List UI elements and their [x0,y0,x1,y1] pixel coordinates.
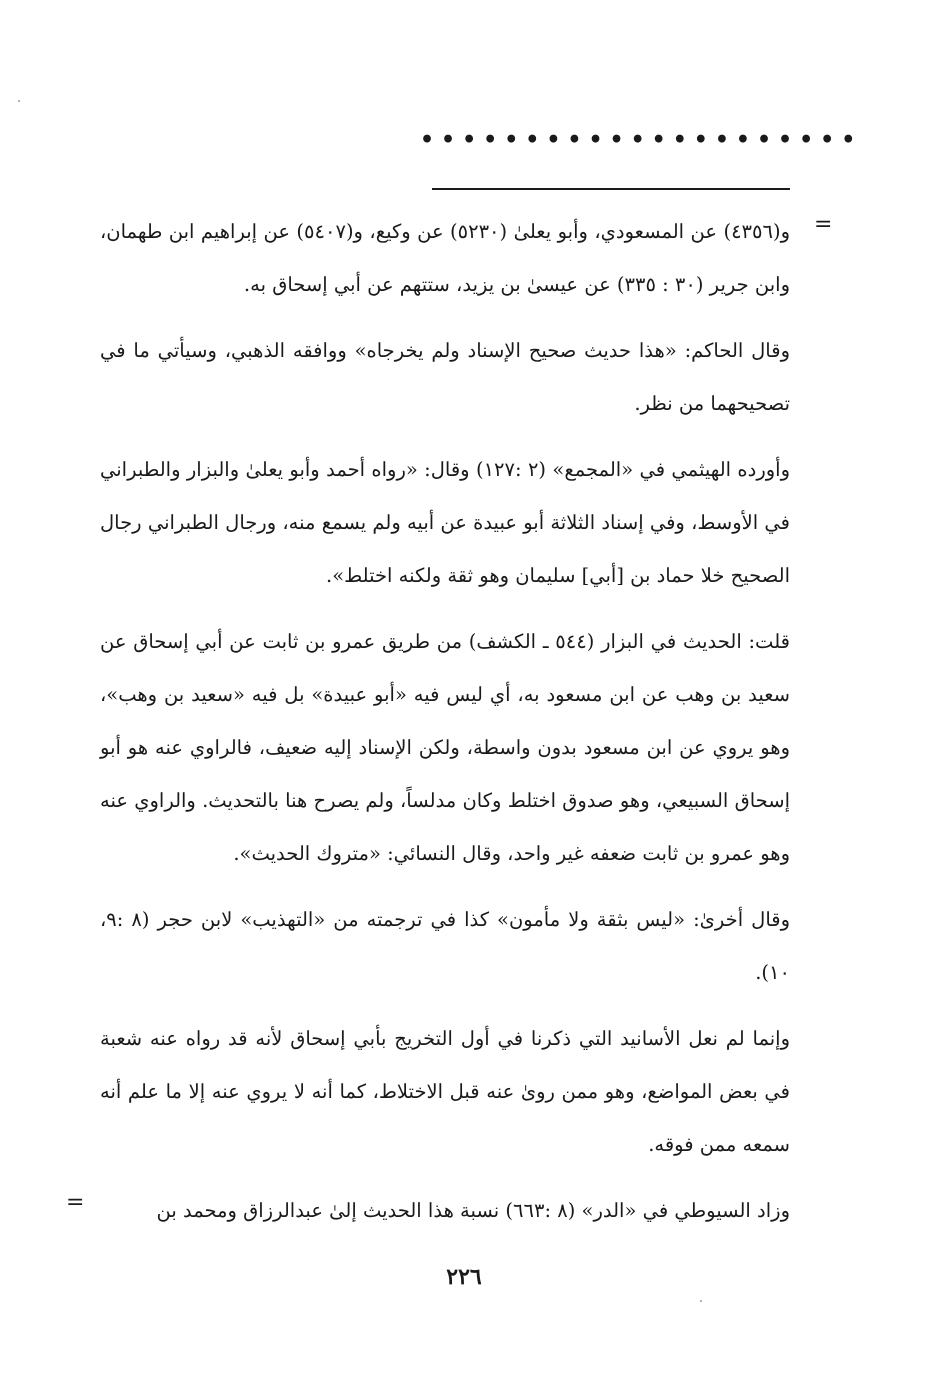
paragraph-6: وإنما لم نعل الأسانيد التي ذكرنا في أول التخريج بأبي إسحاق لأنه قد رواه عنه شعبة في بعض المواضع، وهو ممن روىٰ عنه قبل الاختلاط، كما أنه لا يروي عنه إلا ما علم أنه سمعه ممن فوقه. [100,1027,790,1156]
paragraph-5: وقال أخرىٰ: «ليس بثقة ولا مأمون» كذا في ترجمته من «التهذيب» لابن حجر (٨ :٩، ١٠). [100,908,791,984]
paragraph-7: وزاد السيوطي في «الدر» (٨ :٦٦٣) نسبة هذا الحديث إلىٰ عبدالرزاق ومحمد بن [156,1199,790,1222]
scan-speck [700,1300,702,1302]
paragraph-4: قلت: الحديث في البزار (٥٤٤ ـ الكشف) من طريق عمرو بن ثابت عن أبي إسحاق عن سعيد بن وهب عن ابن مسعود به، أي ليس فيه «أبو عبيدة» بل فيه «سعيد بن وهب»، وهو يروي عن ابن مسعود بدون واسطة، ولكن الإسناد إليه ضعيف، فالراوي عنه هو أبو إسحاق السبيعي، وهو صدوق اختلط وكان مدلساً، ولم يصرح هنا بالتحديث. والراوي عنه وهو عمرو بن ثابت ضعفه غير واحد، وقال النسائي: «متروك الحديث». [100,630,790,865]
footnote-body [100,205,790,1250]
header-ornament: ••••••••••••••••••••• [420,127,863,153]
footnote-separator-rule [432,188,790,190]
end-continuation-mark: = [66,1190,85,1215]
continuation-mark: = [814,212,833,237]
paragraph-1: و(٤٣٥٦) عن المسعودي، وأبو يعلىٰ (٥٢٣٠) عن وكيع، و(٥٤٠٧) عن إبراهيم ابن طهمان، وابن جرير (٣٠ : ٣٣٥) عن عيسىٰ بن يزيد، ستتهم عن أبي إسحاق به. [100,220,790,296]
paragraph-2: وقال الحاكم: «هذا حديث صحيح الإسناد ولم يخرجاه» ووافقه الذهبي، وسيأتي ما في تصحيحهما من نظر. [100,339,790,415]
paragraph-3: وأورده الهيثمي في «المجمع» (٢ :١٢٧) وقال: «رواه أحمد وأبو يعلىٰ والبزار والطبراني في الأوسط، وفي إسناد الثلاثة أبو عبيدة عن أبيه ولم يسمع منه، ورجال الطبراني رجال الصحيح خلا حماد بن [أبي] سليمان وهو ثقة ولكنه اختلط». [100,458,790,587]
scan-speck [18,100,20,102]
page-number: ٢٢٦ [446,1264,482,1290]
